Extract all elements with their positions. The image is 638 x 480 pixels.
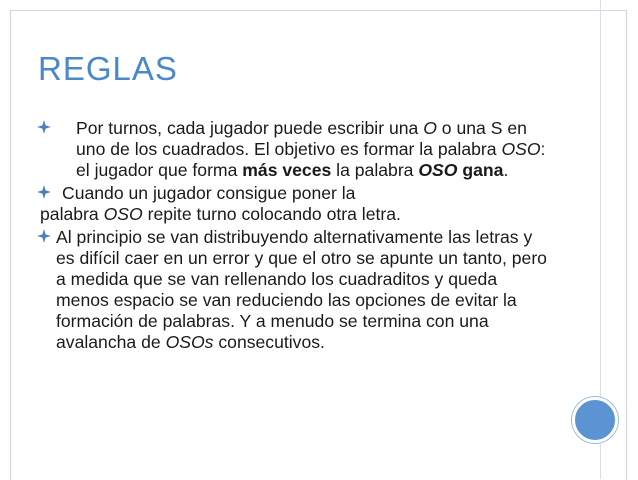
diamond-star-icon <box>36 228 52 244</box>
bullet-text: Al principio se van distribuyendo alternativamente las letras y es difícil caer en un error y que el otro se apunte un tanto, pero a medida que se van rellenando los cuadraditos y queda menos espacio se van reduciendo las opciones de evitar la formación de palabras. Y a menudo se termina con una avalancha de <box>56 227 547 352</box>
bullet-text-italic: OSOs <box>165 332 214 352</box>
bullet-text: repite turno colocando otra letra. <box>142 204 401 224</box>
bullet-text: Por turnos, cada jugador puede escribir una <box>76 118 424 138</box>
bullet-text: : el jugador que forma <box>76 139 546 180</box>
bullet-text-italic: OSO <box>501 139 541 159</box>
bullet-item <box>36 183 551 225</box>
diamond-star-icon <box>36 184 52 200</box>
bullet-text-bold: más veces <box>242 160 332 180</box>
bullet-text: consecutivos. <box>213 332 325 352</box>
slide-body <box>36 118 551 355</box>
bullet-text-bold-italic: OSO <box>418 160 458 180</box>
bullet-item <box>36 118 551 181</box>
bullet-text: la palabra <box>331 160 419 180</box>
bullet-text-italic: O <box>423 118 437 138</box>
bullet-item <box>36 227 551 353</box>
bullet-text: o una S en uno de los cuadrados. El objetivo es formar la palabra <box>76 118 527 159</box>
bullet-text-italic: OSO <box>103 204 143 224</box>
bullet-text: . <box>503 160 509 180</box>
bullet-text: palabra <box>40 204 104 224</box>
bullet-text: Cuando un jugador consigue poner la <box>62 183 356 203</box>
diamond-star-icon <box>36 119 52 135</box>
bullet-text-bold: gana <box>462 160 504 180</box>
decorative-circle <box>572 397 618 443</box>
slide-title: REGLAS <box>38 50 178 87</box>
